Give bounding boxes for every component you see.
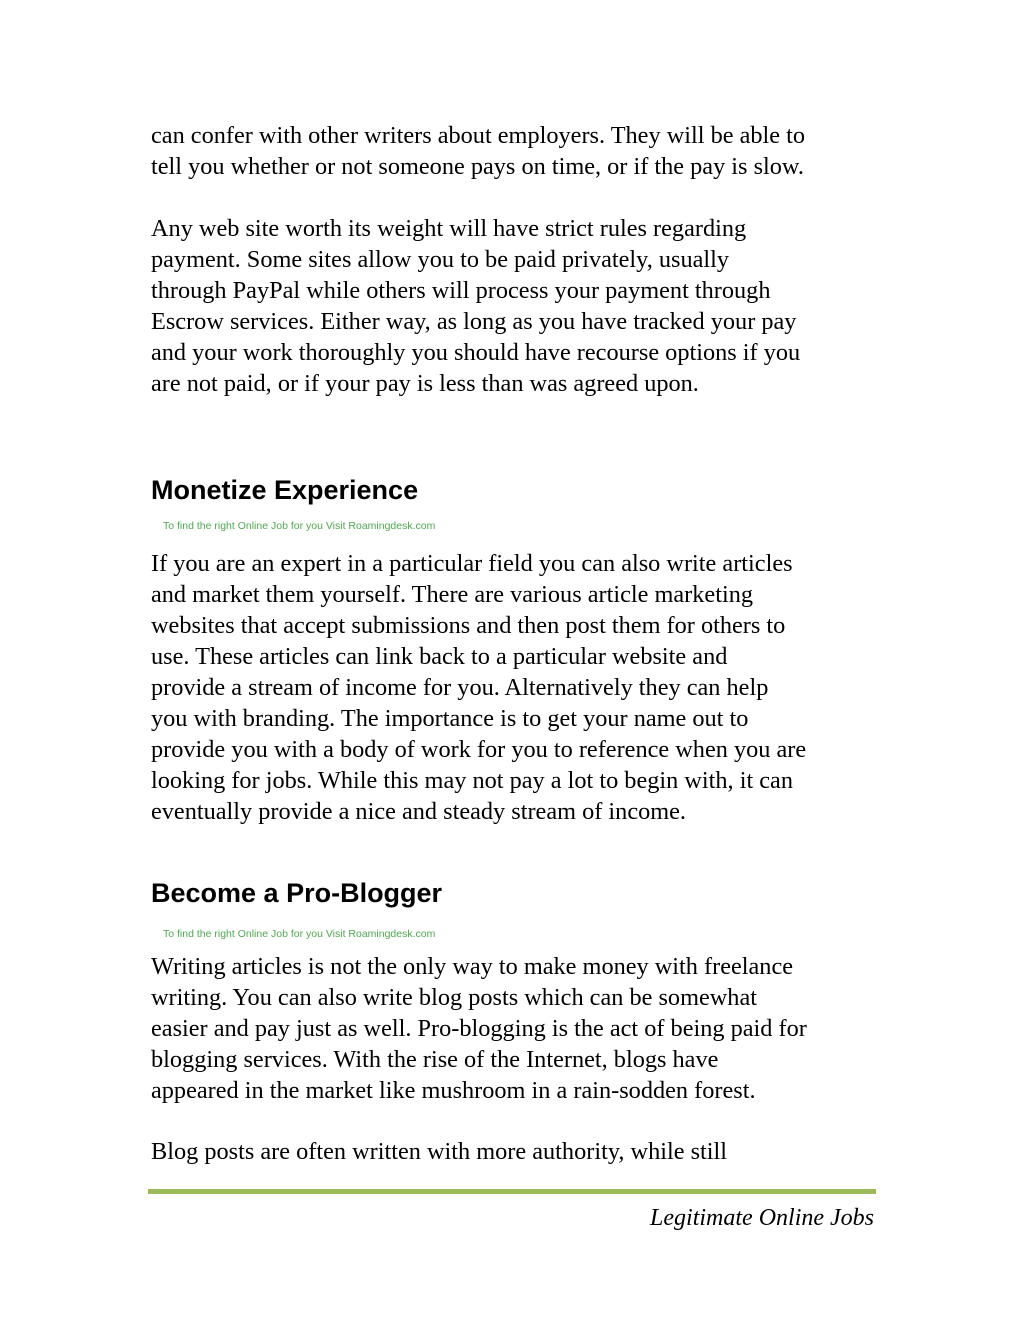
paragraph-line: appeared in the market like mushroom in a rain-sodden forest. [151, 1077, 756, 1104]
paragraph-line: looking for jobs. While this may not pay a lot to begin with, it can [151, 767, 793, 794]
paragraph-line: and market them yourself. There are various article marketing [151, 581, 754, 608]
body-paragraph [151, 951, 881, 1106]
paragraph-line: Any web site worth its weight will have strict rules regarding [151, 215, 747, 242]
body-paragraph [151, 1136, 881, 1167]
paragraph-line: tell you whether or not someone pays on time, or if the pay is slow. [151, 153, 804, 180]
footer-title: Legitimate Online Jobs [650, 1205, 874, 1231]
paragraph-line: Blog posts are often written with more authority, while still [151, 1138, 728, 1165]
paragraph-line: easier and pay just as well. Pro-blogging is the act of being paid for [151, 1015, 807, 1042]
paragraph-line: Writing articles is not the only way to make money with freelance [151, 953, 794, 980]
paragraph-line: and your work thoroughly you should have recourse options if you [151, 339, 801, 366]
paragraph-line: If you are an expert in a particular field you can also write articles [151, 550, 793, 577]
paragraph-line: payment. Some sites allow you to be paid privately, usually [151, 246, 730, 273]
paragraph-line: blogging services. With the rise of the Internet, blogs have [151, 1046, 719, 1073]
paragraph-line: can confer with other writers about employers. They will be able to [151, 122, 806, 149]
paragraph-line: use. These articles can link back to a particular website and [151, 643, 728, 670]
promo-link[interactable]: To find the right Online Job for you Visit Roamingdesk.com [163, 520, 436, 532]
footer-divider [148, 1189, 876, 1194]
body-paragraph [151, 120, 881, 182]
paragraph-line: provide you with a body of work for you to reference when you are [151, 736, 807, 763]
paragraph-line: you with branding. The importance is to get your name out to [151, 705, 749, 732]
section-heading: Become a Pro-Blogger [151, 878, 443, 908]
paragraph-line: Escrow services. Either way, as long as you have tracked your pay [151, 308, 797, 335]
paragraph-line: writing. You can also write blog posts which can be somewhat [151, 984, 757, 1011]
paragraph-line: provide a stream of income for you. Alternatively they can help [151, 674, 769, 701]
paragraph-line: eventually provide a nice and steady stream of income. [151, 798, 687, 825]
body-paragraph [151, 213, 881, 399]
promo-link[interactable]: To find the right Online Job for you Visit Roamingdesk.com [163, 928, 436, 940]
body-paragraph [151, 548, 881, 827]
paragraph-line: through PayPal while others will process your payment through [151, 277, 771, 304]
paragraph-line: are not paid, or if your pay is less than was agreed upon. [151, 370, 699, 397]
section-heading: Monetize Experience [151, 475, 419, 505]
paragraph-line: websites that accept submissions and then post them for others to [151, 612, 786, 639]
